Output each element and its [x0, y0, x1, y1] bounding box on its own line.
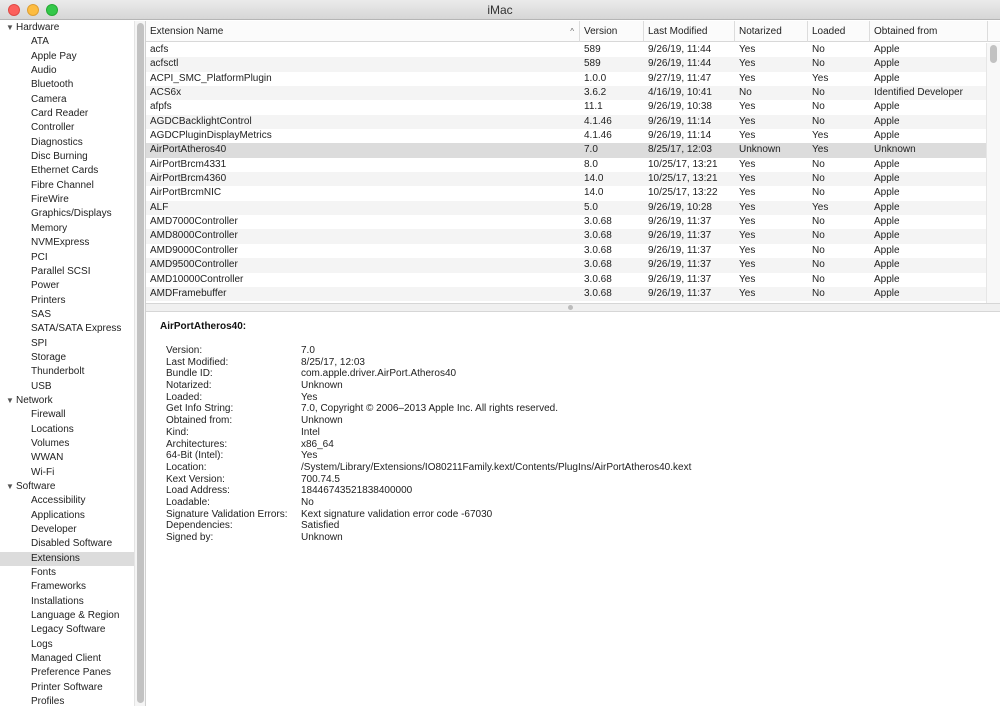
table-cell-notarized: Yes [739, 101, 756, 113]
detail-field-value: x86_64 [301, 438, 334, 450]
detail-field-value: com.apple.driver.AirPort.Atheros40 [301, 368, 457, 380]
detail-field-key: Obtained from: [166, 415, 233, 427]
table-cell-extension-name: acfsctl [150, 58, 179, 70]
column-header-last-modified[interactable]: Last Modified [644, 21, 735, 42]
title-bar [0, 0, 1000, 20]
detail-field-key: Loadable: [166, 496, 210, 508]
sidebar-item-usb[interactable]: USB [31, 380, 52, 392]
table-cell-last-modified: 9/26/19, 11:44 [648, 44, 712, 55]
sidebar-item-power[interactable]: Power [31, 280, 60, 292]
detail-field-kind [166, 427, 986, 439]
table-cell-loaded: No [812, 244, 825, 256]
table-cell-obtained-from: Unknown [874, 144, 916, 156]
table-cell-last-modified: 9/26/19, 11:37 [648, 273, 712, 285]
sidebar-item-memory[interactable]: Memory [31, 222, 68, 234]
disclosure-triangle-icon[interactable]: ▼ [6, 23, 14, 32]
table-cell-version: 589 [584, 44, 601, 55]
sidebar-item-disc-burning[interactable]: Disc Burning [31, 151, 88, 163]
table-cell-loaded: No [812, 87, 825, 99]
table-cell-last-modified: 9/26/19, 11:37 [648, 287, 712, 299]
sidebar-item-language-region[interactable]: Language & Region [31, 610, 120, 622]
table-cell-loaded: No [812, 173, 825, 185]
detail-field-loaded [166, 392, 986, 404]
table-cell-extension-name: AirPortAtheros40 [150, 144, 227, 156]
table-row[interactable] [146, 172, 986, 186]
sidebar-item-preference-panes[interactable]: Preference Panes [31, 667, 112, 679]
sidebar-item-sas[interactable]: SAS [31, 308, 52, 320]
sidebar-item-wi-fi[interactable]: Wi-Fi [31, 466, 55, 478]
table-cell-notarized: Yes [739, 259, 756, 271]
sidebar-item-bluetooth[interactable]: Bluetooth [31, 79, 74, 91]
table-cell-notarized: Yes [739, 187, 756, 199]
table-cell-version: 14.0 [584, 187, 604, 199]
table-cell-last-modified: 4/16/19, 10:41 [648, 87, 712, 99]
sidebar-item-apple-pay[interactable]: Apple Pay [31, 50, 77, 62]
table-cell-last-modified: 9/26/19, 11:14 [648, 115, 712, 127]
sidebar-item-fonts[interactable]: Fonts [31, 567, 57, 579]
table-cell-loaded: No [812, 158, 825, 170]
detail-field-kext-version [166, 474, 986, 486]
table-cell-loaded: Yes [812, 144, 829, 156]
table-cell-version: 8.0 [584, 158, 598, 170]
table-cell-loaded: Yes [812, 201, 829, 213]
detail-field-get-info-string [166, 403, 986, 415]
table-cell-obtained-from: Apple [874, 173, 900, 185]
detail-field-signature-validation-errors [166, 509, 986, 521]
table-cell-notarized: Yes [739, 44, 756, 55]
table-cell-version: 11.1 [584, 101, 603, 113]
sidebar-item-graphics-displays[interactable]: Graphics/Displays [31, 208, 112, 220]
table-cell-extension-name: AMD9000Controller [150, 244, 238, 256]
sidebar-item-thunderbolt[interactable]: Thunderbolt [31, 366, 85, 378]
table-cell-loaded: No [812, 230, 825, 242]
table-cell-notarized: Yes [739, 173, 756, 185]
sidebar-item-logs[interactable]: Logs [31, 638, 53, 650]
table-cell-last-modified: 9/26/19, 11:37 [648, 244, 712, 256]
sidebar-item-camera[interactable]: Camera [31, 93, 67, 105]
table-cell-extension-name: AGDCPluginDisplayMetrics [150, 130, 272, 142]
sidebar-item-ata[interactable]: ATA [31, 36, 49, 48]
table-cell-obtained-from: Apple [874, 216, 900, 228]
table-cell-version: 3.0.68 [584, 259, 612, 271]
table-cell-last-modified: 10/25/17, 13:22 [648, 187, 718, 199]
window-title: iMac [487, 3, 513, 17]
table-cell-loaded: Yes [812, 72, 829, 84]
table-cell-version: 4.1.46 [584, 115, 612, 127]
sidebar-item-ethernet-cards[interactable]: Ethernet Cards [31, 165, 99, 177]
table-cell-obtained-from: Apple [874, 115, 900, 127]
table-row[interactable] [146, 258, 986, 272]
table-cell-notarized: Yes [739, 216, 756, 228]
detail-field-architectures [166, 439, 986, 451]
table-row[interactable] [146, 129, 986, 143]
column-header-obtained-from[interactable]: Obtained from [870, 21, 988, 42]
table-scrollbar-thumb[interactable] [990, 45, 997, 63]
detail-fields [166, 345, 986, 544]
table-cell-extension-name: AirPortBrcm4331 [150, 158, 227, 170]
table-header [146, 21, 1000, 42]
table-cell-obtained-from: Apple [874, 259, 900, 271]
sidebar-section-software[interactable]: ▼ Software [0, 480, 134, 494]
detail-field-key: Kext Version: [166, 473, 225, 485]
detail-field-key: Signature Validation Errors: [166, 508, 288, 520]
detail-field-value: 8/25/17, 12:03 [301, 356, 365, 368]
table-row[interactable] [146, 86, 986, 100]
table-row[interactable] [146, 115, 986, 129]
detail-pane [146, 312, 1000, 706]
detail-field-key: Bundle ID: [166, 368, 213, 380]
detail-field-value: Yes [301, 450, 318, 462]
detail-field-value: Intel [301, 426, 320, 438]
detail-field-location [166, 462, 986, 474]
sidebar-section-network[interactable]: ▼ Network [0, 394, 134, 408]
detail-field-value: Yes [301, 391, 318, 403]
detail-title: AirPortAtheros40: [160, 321, 247, 332]
table-cell-obtained-from: Apple [874, 230, 900, 242]
table-row[interactable] [146, 43, 986, 57]
detail-field-key: 64-Bit (Intel): [166, 450, 224, 462]
table-cell-extension-name: AGDCBacklightControl [150, 115, 252, 127]
detail-field-key: Dependencies: [166, 520, 233, 532]
detail-field-key: Kind: [166, 426, 189, 438]
table-cell-last-modified: 9/26/19, 10:38 [648, 101, 712, 113]
detail-field-value: Kext signature validation error code -67030 [301, 508, 493, 520]
detail-field-value: Unknown [301, 532, 343, 543]
table-cell-extension-name: ACS6x [150, 87, 182, 99]
sidebar-item-storage[interactable]: Storage [31, 351, 67, 363]
table-cell-version: 589 [584, 58, 601, 70]
sidebar-section-hardware[interactable]: ▼ Hardware [0, 21, 134, 35]
detail-field-value: 700.74.5 [301, 473, 340, 485]
table-cell-obtained-from: Apple [874, 44, 900, 55]
table-row[interactable] [146, 57, 986, 71]
table-cell-last-modified: 9/26/19, 11:37 [648, 230, 712, 242]
table-row[interactable] [146, 215, 986, 229]
detail-field-version [166, 345, 986, 357]
disclosure-triangle-icon[interactable]: ▼ [6, 395, 14, 405]
detail-field-value: 18446743521838400000 [301, 485, 413, 497]
table-cell-version: 3.6.2 [584, 87, 607, 99]
table-cell-loaded: No [812, 187, 825, 199]
detail-field-value: Unknown [301, 415, 343, 427]
table-cell-extension-name: AMD8000Controller [150, 230, 238, 242]
table-cell-notarized: Yes [739, 201, 756, 213]
table-cell-loaded: No [812, 115, 825, 127]
table-cell-notarized: Yes [739, 287, 756, 299]
table-cell-notarized: Yes [739, 230, 756, 242]
table-cell-last-modified: 9/27/19, 11:47 [648, 72, 712, 84]
table-cell-notarized: Yes [739, 115, 756, 127]
detail-field-value: No [301, 496, 314, 508]
table-row[interactable] [146, 143, 986, 157]
table-cell-last-modified: 8/25/17, 12:03 [648, 144, 712, 156]
detail-field-signed-by [166, 532, 986, 544]
sidebar-item-card-reader[interactable]: Card Reader [31, 108, 89, 120]
sidebar-item-installations[interactable]: Installations [31, 595, 84, 607]
detail-field-value: Satisfied [301, 520, 340, 532]
detail-field-value: /System/Library/Extensions/IO80211Family.kext/Contents/PlugIns/AirPortAtheros40.kext [301, 461, 692, 473]
table-cell-extension-name: AirPortBrcmNIC [150, 187, 222, 199]
sidebar-item-profiles[interactable]: Profiles [31, 696, 65, 706]
extensions-table [146, 21, 1000, 303]
sidebar-item-applications[interactable]: Applications [31, 509, 85, 521]
sidebar-item-printer-software[interactable]: Printer Software [31, 681, 103, 693]
sidebar-item-printers[interactable]: Printers [31, 294, 66, 306]
sidebar-item-controller[interactable]: Controller [31, 122, 75, 134]
detail-field-key: Last Modified: [166, 356, 229, 368]
sidebar-item-sata-sata-express[interactable]: SATA/SATA Express [31, 323, 122, 335]
table-cell-notarized: Yes [739, 244, 756, 256]
detail-field-loadable [166, 497, 986, 509]
detail-field-key: Loaded: [166, 391, 203, 403]
sidebar-item-frameworks[interactable]: Frameworks [31, 581, 87, 593]
detail-field-last-modified [166, 357, 986, 369]
table-cell-notarized: Unknown [739, 144, 781, 156]
detail-field-load-address [166, 485, 986, 497]
table-row[interactable] [146, 273, 986, 287]
table-cell-extension-name: AMD10000Controller [150, 273, 244, 285]
splitter-handle-icon[interactable] [568, 305, 573, 310]
table-cell-last-modified: 10/25/17, 13:21 [648, 173, 718, 185]
table-cell-extension-name: AMD7000Controller [150, 216, 238, 228]
detail-field-key: Architectures: [166, 438, 228, 450]
table-cell-version: 3.0.68 [584, 287, 612, 299]
table-scrollbar[interactable] [986, 43, 1000, 303]
sidebar-item-firewall[interactable]: Firewall [31, 409, 66, 421]
column-header-version[interactable]: Version [580, 21, 644, 42]
table-cell-version: 1.0.0 [584, 72, 607, 84]
table-row[interactable] [146, 158, 986, 172]
table-row[interactable] [146, 72, 986, 86]
sidebar-item-nvmexpress[interactable]: NVMExpress [31, 237, 90, 249]
detail-field-dependencies [166, 520, 986, 532]
sidebar-item-extensions[interactable]: Extensions [0, 552, 134, 566]
table-cell-last-modified: 9/26/19, 11:37 [648, 216, 712, 228]
table-cell-loaded: No [812, 44, 825, 55]
table-cell-obtained-from: Apple [874, 58, 900, 70]
sidebar-item-fibre-channel[interactable]: Fibre Channel [31, 179, 94, 191]
table-cell-notarized: Yes [739, 58, 756, 70]
table-row[interactable] [146, 229, 986, 243]
table-body [146, 43, 986, 301]
table-cell-loaded: Yes [812, 130, 829, 142]
sidebar [0, 21, 134, 706]
table-cell-notarized: Yes [739, 130, 756, 142]
table-cell-loaded: No [812, 287, 825, 299]
table-cell-obtained-from: Apple [874, 72, 900, 84]
table-cell-notarized: No [739, 87, 752, 99]
sidebar-scrollbar[interactable] [134, 21, 146, 706]
detail-field-value: 7.0, Copyright © 2006–2013 Apple Inc. All rights reserved. [301, 403, 558, 415]
table-cell-notarized: Yes [739, 158, 756, 170]
sidebar-item-volumes[interactable]: Volumes [31, 437, 70, 449]
sidebar-item-diagnostics[interactable]: Diagnostics [31, 136, 83, 148]
table-cell-version: 3.0.68 [584, 216, 612, 228]
pane-splitter[interactable] [146, 303, 1000, 312]
column-header-loaded[interactable]: Loaded [808, 21, 870, 42]
sidebar-item-managed-client[interactable]: Managed Client [31, 653, 102, 665]
detail-field-key: Location: [166, 461, 207, 473]
table-cell-last-modified: 9/26/19, 11:44 [648, 58, 712, 70]
table-cell-last-modified: 9/26/19, 10:28 [648, 201, 712, 213]
table-cell-extension-name: ALF [150, 201, 169, 213]
table-cell-obtained-from: Apple [874, 187, 900, 199]
table-cell-version: 3.0.68 [584, 273, 612, 285]
table-cell-obtained-from: Identified Developer [874, 87, 963, 99]
table-cell-obtained-from: Apple [874, 158, 900, 170]
sidebar-item-locations[interactable]: Locations [31, 423, 74, 435]
sidebar-item-disabled-software[interactable]: Disabled Software [31, 538, 113, 550]
detail-field-key: Get Info String: [166, 403, 234, 415]
table-cell-extension-name: AMDFramebuffer [150, 287, 227, 299]
sidebar-item-spi[interactable]: SPI [31, 337, 48, 349]
detail-field-key: Signed by: [166, 532, 214, 543]
table-cell-obtained-from: Apple [874, 201, 900, 213]
table-cell-extension-name: AMD9500Controller [150, 259, 238, 271]
sidebar-item-accessibility[interactable]: Accessibility [31, 495, 86, 507]
table-cell-last-modified: 9/26/19, 11:14 [648, 130, 712, 142]
detail-field-64-bit-intel [166, 450, 986, 462]
sort-ascending-icon: ^ [570, 27, 574, 36]
column-header-notarized[interactable]: Notarized [735, 21, 808, 42]
table-cell-loaded: No [812, 101, 825, 113]
detail-field-value: 7.0 [301, 345, 315, 356]
table-cell-loaded: No [812, 273, 825, 285]
table-row[interactable] [146, 244, 986, 258]
table-cell-version: 7.0 [584, 144, 598, 156]
table-cell-obtained-from: Apple [874, 273, 900, 285]
table-cell-extension-name: AirPortBrcm4360 [150, 173, 227, 185]
disclosure-triangle-icon[interactable]: ▼ [6, 482, 14, 491]
table-cell-version: 3.0.68 [584, 244, 612, 256]
detail-field-key: Notarized: [166, 380, 212, 392]
sidebar-item-developer[interactable]: Developer [31, 524, 77, 536]
table-cell-obtained-from: Apple [874, 244, 900, 256]
table-cell-last-modified: 9/26/19, 11:37 [648, 259, 712, 271]
sidebar-item-parallel-scsi[interactable]: Parallel SCSI [31, 265, 91, 277]
sidebar-item-firewire[interactable]: FireWire [31, 194, 69, 206]
table-cell-version: 14.0 [584, 173, 604, 185]
table-cell-extension-name: afpfs [150, 101, 172, 113]
sidebar-item-audio[interactable]: Audio [31, 65, 57, 77]
sidebar-scrollbar-thumb[interactable] [137, 23, 144, 703]
table-cell-version: 3.0.68 [584, 230, 612, 242]
table-cell-obtained-from: Apple [874, 101, 900, 113]
table-row[interactable] [146, 186, 986, 200]
table-cell-obtained-from: Apple [874, 130, 900, 142]
table-cell-notarized: Yes [739, 273, 756, 285]
table-cell-loaded: No [812, 216, 825, 228]
detail-field-value: Unknown [301, 380, 343, 392]
table-row[interactable] [146, 100, 986, 114]
detail-field-key: Version: [166, 345, 203, 356]
table-cell-loaded: No [812, 259, 825, 271]
table-cell-notarized: Yes [739, 72, 756, 84]
table-row[interactable] [146, 287, 986, 301]
table-cell-obtained-from: Apple [874, 287, 900, 299]
table-cell-version: 5.0 [584, 201, 598, 213]
table-cell-extension-name: ACPI_SMC_PlatformPlugin [150, 72, 272, 84]
table-cell-extension-name: acfs [150, 44, 169, 55]
table-cell-loaded: No [812, 58, 825, 70]
sidebar-item-pci[interactable]: PCI [31, 251, 48, 263]
column-header-extension-name[interactable]: Extension Name ^ [146, 21, 580, 42]
sidebar-item-wwan[interactable]: WWAN [31, 452, 64, 464]
table-cell-last-modified: 10/25/17, 13:21 [648, 158, 718, 170]
detail-field-key: Load Address: [166, 485, 230, 497]
table-row[interactable] [146, 201, 986, 215]
detail-field-bundle-id [166, 368, 986, 380]
detail-field-obtained-from [166, 415, 986, 427]
sidebar-item-legacy-software[interactable]: Legacy Software [31, 624, 106, 636]
detail-field-notarized [166, 380, 986, 392]
table-cell-version: 4.1.46 [584, 130, 612, 142]
